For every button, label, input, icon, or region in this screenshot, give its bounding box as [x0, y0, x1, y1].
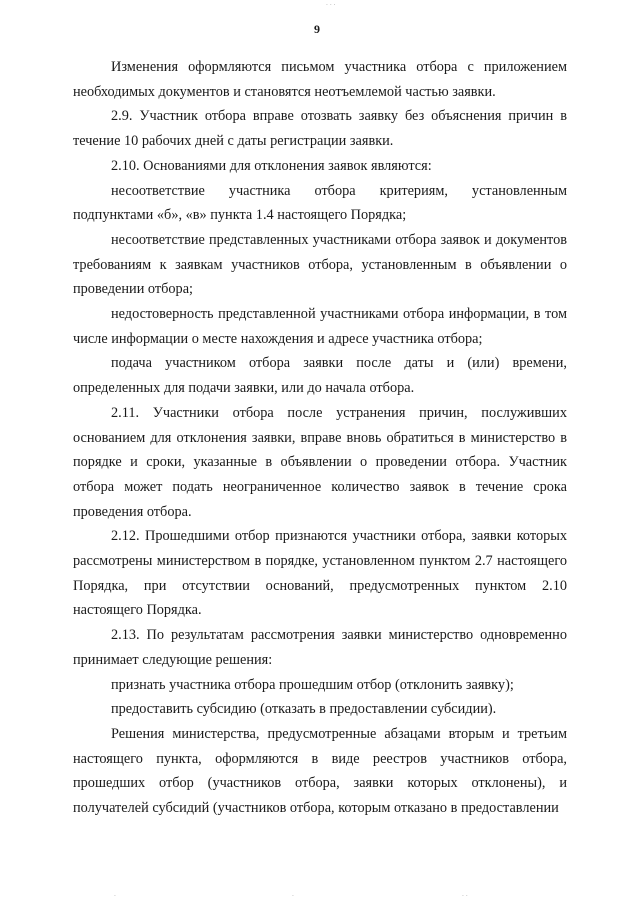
paragraph-2-10-item-2: несоответствие представленных участниками отбора заявок и документов требованиям к заявкам участников отбора, установленным в объявлении о проведении отбора; — [73, 231, 567, 298]
paragraph-amendments: Изменения оформляются письмом участника отбора с приложением необходимых документов и становятся неотъемлемой частью заявки. — [73, 59, 567, 100]
paragraph-2-13-item-2: предоставить субсидию (отказать в предоставлении субсидии). — [111, 701, 497, 718]
scan-artifact: · — [292, 893, 294, 900]
paragraph-2-9: 2.9. Участник отбора вправе отозвать заявку без объяснения причин в течение 10 рабочих дней с даты регистрации заявки. — [73, 108, 567, 150]
page-number: 9 — [314, 22, 320, 36]
scan-artifact: · · — [462, 893, 468, 900]
paragraph-2-10: 2.10. Основаниями для отклонения заявок являются: — [111, 157, 432, 174]
paragraph-2-11: 2.11. Участники отбора после устранения причин, послуживших основанием для отклонения заявки, вправе вновь обратиться в министерство в порядке и сроки, указанные в объявлении о проведении отбора. Участник отбора может подать неограниченное количество заявок в течение срока проведения отбора. — [73, 404, 567, 520]
scan-artifact: · · · — [326, 2, 336, 9]
document-body — [73, 55, 567, 821]
paragraph-2-13: 2.13. По результатам рассмотрения заявки министерство одновременно принимает следующие решения: — [73, 627, 567, 668]
scan-artifact: · — [114, 893, 116, 900]
paragraph-2-10-item-4: подача участником отбора заявки после даты и (или) времени, определенных для подачи заявки, или до начала отбора. — [73, 355, 567, 397]
paragraph-2-13-item-1: признать участника отбора прошедшим отбор (отклонить заявку); — [111, 676, 514, 693]
paragraph-2-13-decisions: Решения министерства, предусмотренные абзацами вторым и третьим настоящего пункта, оформляются в виде реестров участников отбора, прошедших отбор (участников отбора, заявки которых отклонены), и получателей субсидий (участников отбора, которым отказано в предоставлении — [73, 725, 567, 817]
paragraph-2-12: 2.12. Прошедшими отбор признаются участники отбора, заявки которых рассмотрены министерством в порядке, установленном пунктом 2.7 настоящего Порядка, при отсутствии оснований, предусмотренных пунктом 2.10 настоящего Порядка. — [73, 528, 567, 619]
paragraph-2-10-item-1: несоответствие участника отбора критериям, установленным подпунктами «б», «в» пункта 1.4 настоящего Порядка; — [73, 182, 567, 224]
paragraph-2-10-item-3: недостоверность представленной участниками отбора информации, в том числе информации о месте нахождения и адресе участника отбора; — [73, 306, 567, 347]
